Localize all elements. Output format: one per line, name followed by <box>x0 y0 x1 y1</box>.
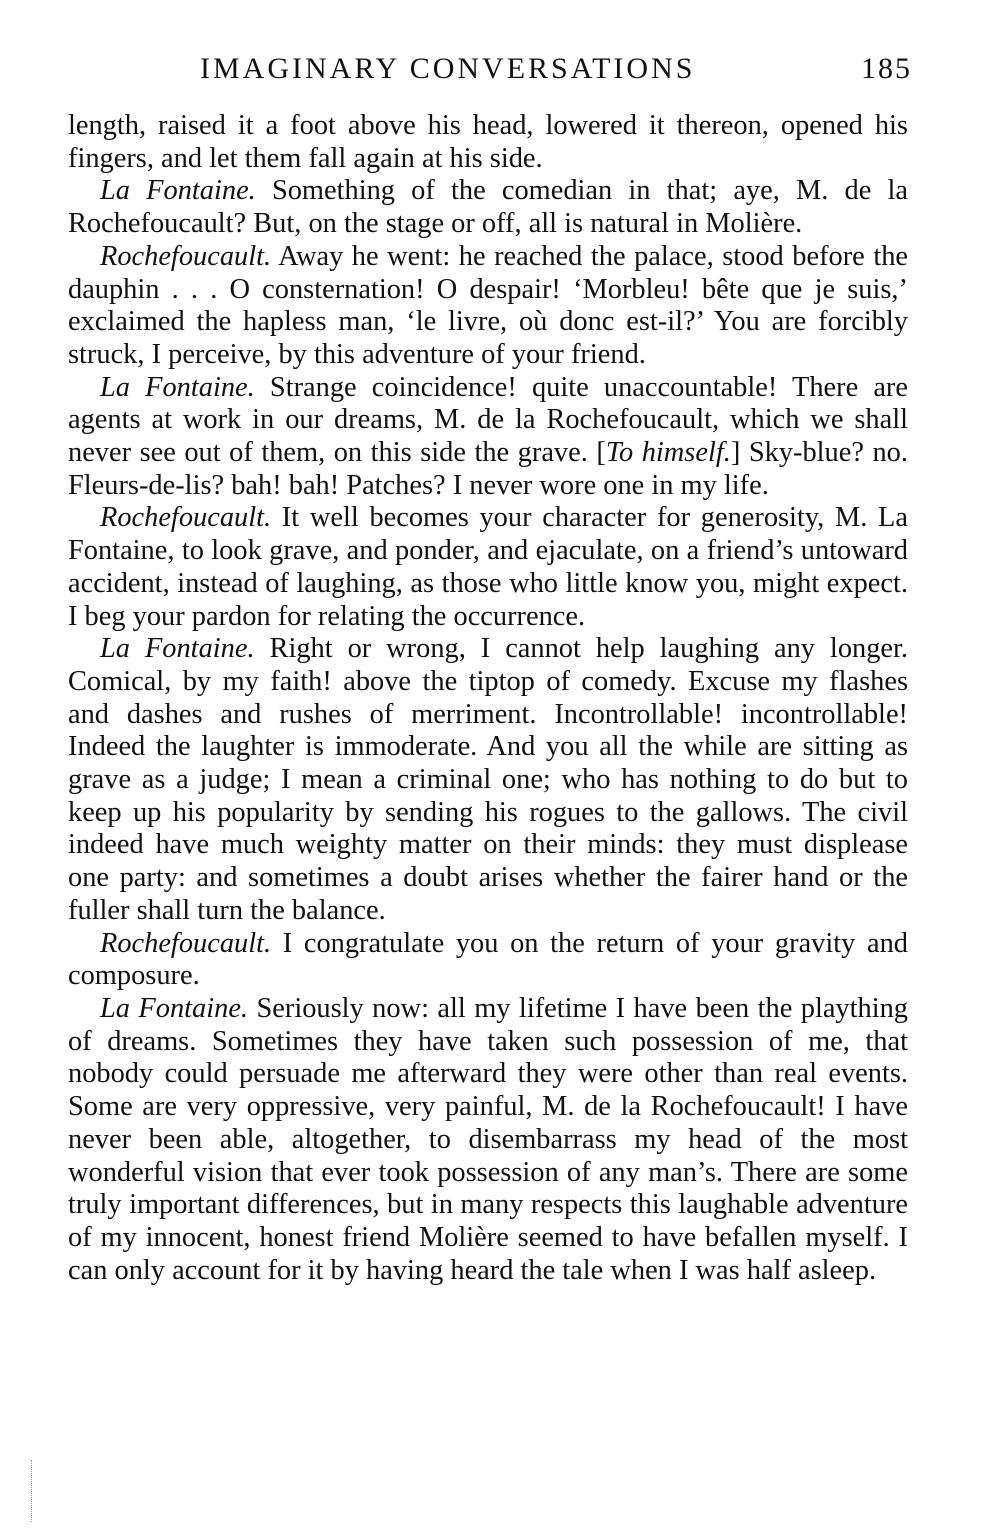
speaker-name: La Fontaine. <box>100 992 249 1024</box>
paragraph-text: It well becomes your character for generosity, M. La Fontaine, to look grave, and ponder, and ejaculate, on a friend’s untoward accident, instead of laughing, as those who little know you, might expect. I beg your pardon for relating the occurrence. <box>68 502 908 632</box>
speaker-name: La Fontaine. <box>100 633 255 665</box>
speaker-name: Rochefoucault. <box>100 502 272 534</box>
page-number: 185 <box>861 52 912 85</box>
paragraph-text: length, raised it a foot above his head, lowered it thereon, opened his fingers, and let them fall again at his side. <box>68 110 908 174</box>
running-title: IMAGINARY CONVERSATIONS <box>200 52 696 85</box>
speaker-name: Rochefoucault. <box>100 240 272 272</box>
paragraph <box>68 993 908 1287</box>
paragraph-text: Seriously now: all my lifetime I have been the plaything of dreams. Sometimes they have taken such possession of me, that nobody could persuade me afterward they were other than real events. Some are very oppressive, very painful, M. de la Rochefoucault! I have never been able, altogether, to disembarrass my head of the most wonderful vision that ever took possession of any man’s. There are some truly important differences, but in many respects this laughable adventure of my innocent, honest friend Molière seemed to have befallen myself. I can only account for it by having heard the tale when I was half asleep. <box>68 992 908 1286</box>
body-text <box>68 110 908 1287</box>
paragraph <box>68 175 908 240</box>
speaker-name: Rochefoucault. <box>100 927 272 959</box>
paragraph-text: Away he went: he reached the palace, stood before the dauphin . . . O consternation! O despair! ‘Morbleu! bête que je suis,’ exclaimed the hapless man, ‘le livre, où donc est-il?’ You are forcibly struck, I perceive, by this adventure of your friend. <box>68 240 908 370</box>
running-header <box>200 52 912 98</box>
paragraph-text: Strange coincidence! quite unaccountable! There are agents at work in our dreams, M. de la Rochefoucault, which we shall never see out of them, on this side the grave. <box>68 371 908 469</box>
stage-direction-close: ] <box>730 437 741 469</box>
paragraph <box>68 502 908 633</box>
stage-direction-open: [ <box>587 437 606 469</box>
paragraph-text-continued: Sky-blue? no. Fleurs-de-lis? bah! bah! Patches? I never wore one in my life. <box>68 437 908 501</box>
paragraph <box>68 110 908 175</box>
margin-mark <box>31 1460 32 1522</box>
paragraph-text: I congratulate you on the return of your gravity and composure. <box>68 927 908 992</box>
paragraph-text: Right or wrong, I cannot help laughing any longer. Comical, by my faith! above the tiptop of comedy. Excuse my flashes and dashes and rushes of merriment. Incontrollable! incontrollable! Indeed the laughter is immoderate. And you all the while are sitting as grave as a judge; I mean a criminal one; who has nothing to do but to keep up his popularity by sending his rogues to the gallows. The civil indeed have much weighty matter on their minds: they must displease one party: and sometimes a doubt arises whether the fairer hand or the fuller shall turn the balance. <box>68 633 908 926</box>
paragraph <box>68 928 908 993</box>
stage-direction: To himself. <box>605 437 731 469</box>
paragraph <box>68 633 908 927</box>
speaker-name: La Fontaine. <box>100 175 256 207</box>
paragraph <box>68 241 908 372</box>
paragraph-text: Something of the comedian in that; aye, M. de la Rochefoucault? But, on the stage or off, all is natural in Molière. <box>68 175 908 240</box>
paragraph <box>68 372 908 503</box>
speaker-name: La Fontaine. <box>100 371 255 403</box>
